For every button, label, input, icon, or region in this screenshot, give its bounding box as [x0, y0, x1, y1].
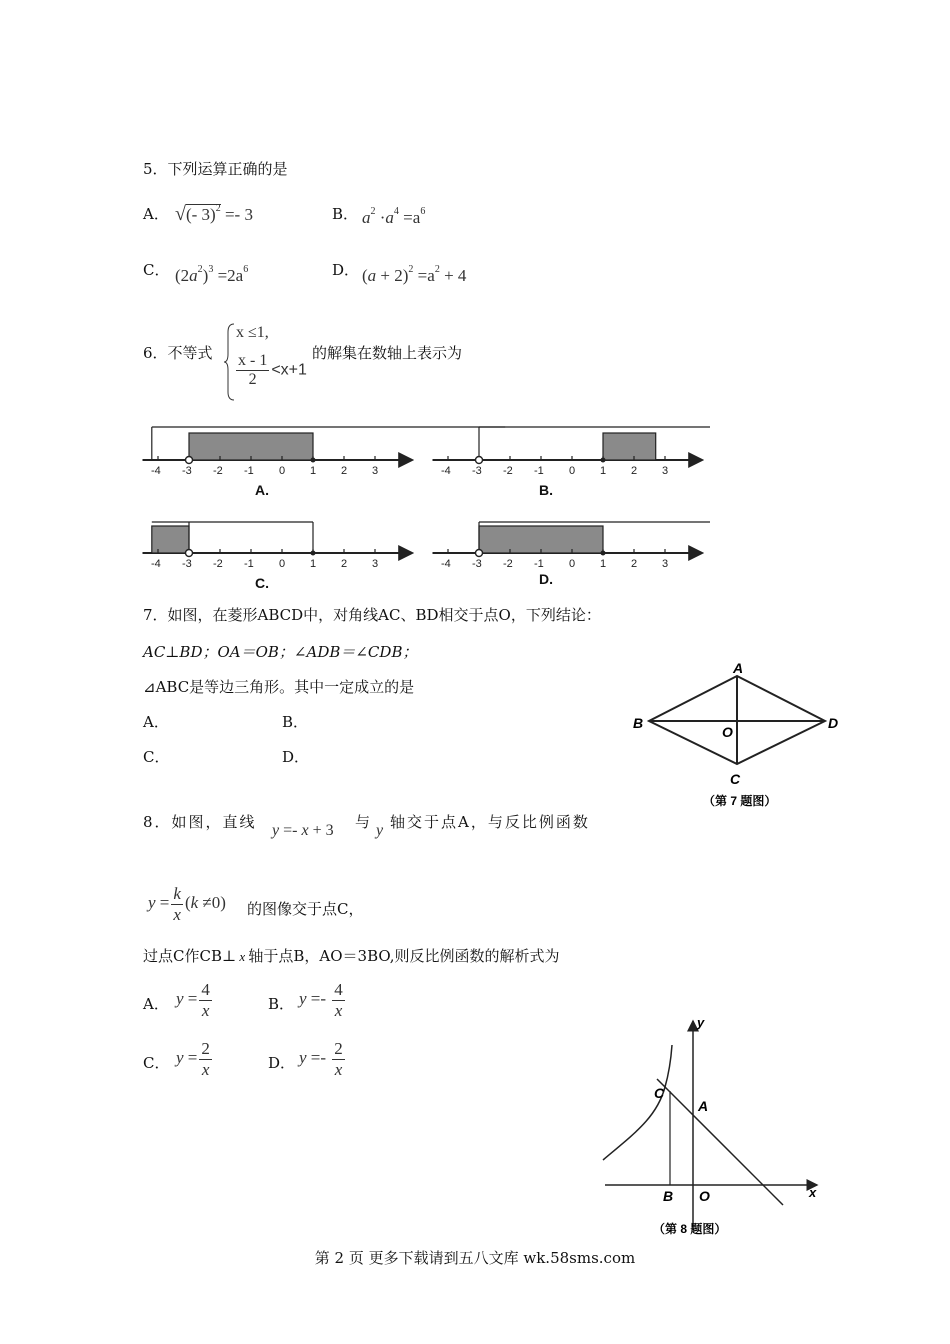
point-c-label: C — [730, 771, 741, 787]
q6-option-d-label: D. — [539, 571, 553, 587]
q8-option-d-label: D． — [268, 1054, 296, 1072]
line-y-neg-x-plus-3 — [657, 1079, 783, 1205]
q5-option-b-label: B． — [332, 205, 359, 223]
q5-option-a-math: √(- 3)$^2$ =- 3 — [175, 203, 253, 225]
number-line-tick-label-a: 0 — [279, 465, 286, 477]
q8-inverse-function: y = $\frac{k}{x}$ (k ≠0) — [148, 884, 226, 924]
q5-option-d-label: D． — [332, 261, 360, 279]
q5-option-a-label: A． — [143, 205, 169, 223]
number-line-tick-label-d: -1 — [534, 558, 544, 570]
q7-line3: ⊿ABC是等边三角形。其中一定成立的是 — [143, 678, 415, 696]
q8-line3: 过点C作CB⊥ x 轴于点B，AO＝3BO,则反比例函数的解析式为 — [143, 947, 560, 965]
q6-inequality-system — [222, 322, 312, 402]
number-line-tick-label-c: -4 — [151, 558, 161, 570]
number-line-tick-label-a: 1 — [310, 465, 317, 477]
number-line-tick-label-b: -2 — [503, 465, 513, 477]
number-line-tick-label-b: 1 — [600, 465, 607, 477]
q6-suffix: 的解集在数轴上表示为 — [312, 344, 463, 362]
q8-stem-c: 轴交于点A，与反比例函数 — [390, 813, 590, 831]
point-b-label: B — [633, 715, 644, 731]
q5-option-c-math: $(2a^2)^3 =2a^6$ — [175, 264, 249, 285]
point-a-label: A — [733, 660, 744, 676]
q7-option-d-label: D． — [282, 748, 310, 766]
point-d-label: D — [828, 715, 839, 731]
number-line-tick-label-c: -2 — [213, 558, 223, 570]
q5-option-b-math: $a^2 \cdot a^4 =a^6$ — [362, 206, 426, 227]
q6-option-a-label: A. — [255, 482, 269, 498]
q8-option-b-math: y =- $\frac{4}{x}$ — [299, 980, 343, 1020]
point-o-label: O — [699, 1188, 710, 1204]
q6-system-line1: x ≤1, — [236, 324, 269, 341]
number-line-tick-label-d: 3 — [662, 558, 669, 570]
number-line-tick-label-a: -4 — [151, 465, 161, 477]
number-line-tick-label-c: -3 — [182, 558, 192, 570]
q6-option-c-label: C. — [255, 575, 269, 591]
q5-stem: 5．下列运算正确的是 — [143, 160, 288, 178]
number-line-tick-label-d: 0 — [569, 558, 576, 570]
point-b-label: B — [663, 1188, 674, 1204]
q7-stem: 7．如图，在菱形ABCD中，对角线AC、BD相交于点O，下列结论： — [143, 606, 601, 624]
q7-rhombus-figure — [625, 655, 855, 815]
q7-figure-caption: （第 7 题图） — [703, 794, 777, 808]
number-line-tick-label-b: -1 — [534, 465, 544, 477]
q6-figure-labels — [140, 415, 710, 595]
number-line-tick-label-d: -3 — [472, 558, 482, 570]
point-o-label: O — [722, 724, 733, 740]
q8-line-equation: y =- x + 3 — [272, 822, 334, 839]
x-axis-label: x — [809, 1185, 817, 1200]
q6-system-line2: $\frac{x - 1}{2}$ <x+1 — [238, 352, 307, 389]
q8-stem-b: 与 — [355, 813, 371, 831]
q7-option-a-label: A． — [143, 713, 169, 731]
point-a-label: A — [698, 1098, 709, 1114]
hyperbola-branch — [603, 1045, 672, 1160]
q8-option-c-label: C． — [143, 1054, 170, 1072]
number-line-tick-label-c: 0 — [279, 558, 286, 570]
q8-option-a-math: y = $\frac{4}{x}$ — [176, 980, 210, 1020]
q8-y-symbol: y — [376, 822, 384, 839]
q8-coordinate-figure — [595, 1015, 835, 1240]
number-line-tick-label-b: -3 — [472, 465, 482, 477]
q6-prefix: 6．不等式 — [143, 344, 213, 362]
number-line-tick-label-b: 3 — [662, 465, 669, 477]
number-line-tick-label-a: 2 — [341, 465, 348, 477]
q8-stem-a: 8．如图，直线 — [143, 813, 257, 831]
number-line-tick-label-a: 3 — [372, 465, 379, 477]
number-line-tick-label-b: 0 — [569, 465, 576, 477]
number-line-tick-label-a: -2 — [213, 465, 223, 477]
number-line-tick-label-b: 2 — [631, 465, 638, 477]
number-line-tick-label-a: -3 — [182, 465, 192, 477]
q7-line2: AC⊥BD；OA＝OB；∠ADB＝∠CDB； — [143, 643, 418, 661]
q8-option-c-math: y = $\frac{2}{x}$ — [176, 1039, 210, 1079]
q8-option-a-label: A． — [143, 995, 169, 1013]
q6-option-b-label: B. — [539, 482, 553, 498]
number-line-tick-label-b: -4 — [441, 465, 451, 477]
q8-option-b-label: B． — [268, 995, 295, 1013]
q7-option-c-label: C． — [143, 748, 170, 766]
number-line-tick-label-c: 2 — [341, 558, 348, 570]
number-line-tick-label-c: 1 — [310, 558, 317, 570]
y-axis-label: y — [697, 1015, 705, 1030]
number-line-tick-label-c: -1 — [244, 558, 254, 570]
q7-option-b-label: B． — [282, 713, 309, 731]
page-footer: 第 2 页 更多下载请到五八文库 wk.58sms.com — [314, 1249, 636, 1267]
number-line-tick-label-d: 2 — [631, 558, 638, 570]
number-line-tick-label-a: -1 — [244, 465, 254, 477]
number-line-tick-label-d: -2 — [503, 558, 513, 570]
q5-option-c-label: C． — [143, 261, 170, 279]
q5-option-d-math: $(a + 2)^2 =a^2 + 4$ — [362, 264, 467, 285]
q8-figure-caption: （第 8 题图） — [653, 1222, 727, 1236]
q8-line2-tail: 的图像交于点C， — [247, 900, 364, 918]
number-line-tick-label-d: -4 — [441, 558, 451, 570]
number-line-tick-label-d: 1 — [600, 558, 607, 570]
q8-option-d-math: y =- $\frac{2}{x}$ — [299, 1039, 343, 1079]
number-line-tick-label-c: 3 — [372, 558, 379, 570]
point-c-label: C — [654, 1085, 665, 1101]
